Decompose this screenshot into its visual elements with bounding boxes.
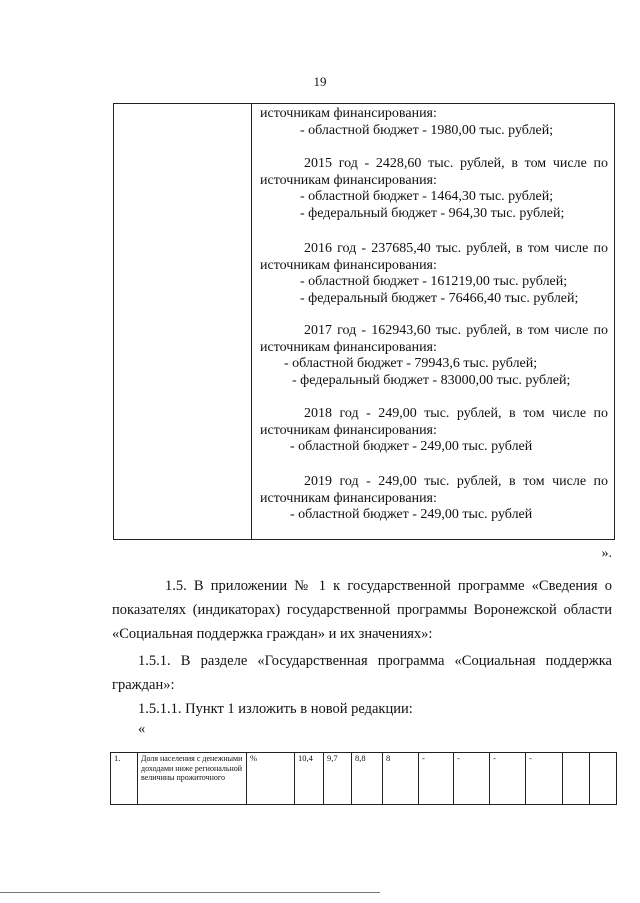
financing-table-content-cell	[252, 104, 614, 539]
year-regional-line: - областной бюджет - 161219,00 тыс. рублей;	[300, 274, 568, 289]
financing-year-2018	[260, 406, 608, 456]
closing-quote: ».	[601, 546, 612, 561]
financing-intro	[260, 106, 608, 139]
table-row	[111, 753, 617, 805]
indicator-name: Доля населения с денежными доходами ниже региональной величины прожиточного	[138, 753, 247, 805]
indicator-value: -	[419, 753, 454, 805]
year-heading: 2017 год - 162943,60 тыс. рублей, в том числе по	[304, 323, 608, 338]
page-number: 19	[313, 74, 327, 89]
year-federal-line: - федеральный бюджет - 83000,00 тыс. рублей;	[292, 372, 571, 388]
year-federal-line: - федеральный бюджет - 76466,40 тыс. рублей;	[300, 290, 579, 306]
year-sources-label: источникам финансирования:	[260, 172, 437, 188]
paragraph-1-5-1-1: 1.5.1.1. Пункт 1 изложить в новой редакции:	[138, 701, 413, 717]
year-regional-line: - областной бюджет - 249,00 тыс. рублей	[290, 439, 533, 454]
year-heading: 2016 год - 237685,40 тыс. рублей, в том числе по	[304, 241, 608, 256]
year-sources-label: источникам финансирования:	[260, 257, 437, 273]
year-sources-label: источникам финансирования:	[260, 339, 437, 355]
indicator-value: -	[454, 753, 490, 805]
bottom-divider	[0, 892, 380, 893]
financing-table-label-cell	[114, 104, 252, 539]
year-regional-line: - областной бюджет - 79943,6 тыс. рублей;	[284, 356, 538, 371]
paragraph-1-5-1-line-2: граждан»:	[112, 677, 175, 693]
paragraph-1-5-line-3: «Социальная поддержка граждан» и их значениях»:	[112, 626, 433, 642]
indicator-value	[590, 753, 617, 805]
indicator-value: -	[490, 753, 526, 805]
year-sources-label: источникам финансирования:	[260, 422, 437, 438]
year-federal-line: - федеральный бюджет - 964,30 тыс. рублей;	[300, 205, 565, 221]
intro-regional-line: - областной бюджет - 1980,00 тыс. рублей;	[300, 122, 554, 138]
financing-table	[113, 103, 615, 540]
year-regional-line: - областной бюджет - 1464,30 тыс. рублей;	[300, 189, 554, 204]
indicator-value: 8,8	[352, 753, 383, 805]
indicator-number: 1.	[111, 753, 138, 805]
year-heading: 2018 год - 249,00 тыс. рублей, в том числе по	[304, 406, 608, 421]
intro-sources-label: источникам финансирования:	[260, 106, 437, 121]
financing-year-2015	[260, 156, 608, 222]
indicator-unit: %	[247, 753, 295, 805]
indicator-value: 8	[383, 753, 419, 805]
paragraph-1-5-line-2: показателях (индикаторах) государственной программы Воронежской области	[112, 602, 612, 618]
indicator-table	[110, 752, 617, 805]
year-regional-line: - областной бюджет - 249,00 тыс. рублей	[290, 507, 533, 522]
financing-year-2017	[260, 323, 608, 389]
indicator-value	[563, 753, 590, 805]
year-sources-label: источникам финансирования:	[260, 490, 437, 506]
paragraph-1-5-line-1: 1.5. В приложении № 1 к государственной программе «Сведения о	[165, 578, 612, 594]
financing-year-2016	[260, 241, 608, 307]
indicator-value: 10,4	[295, 753, 324, 805]
paragraph-1-5-1-line-1: 1.5.1. В разделе «Государственная программа «Социальная поддержка	[138, 653, 612, 669]
opening-quote: «	[138, 721, 146, 737]
indicator-value: 9,7	[324, 753, 352, 805]
indicator-value: -	[526, 753, 563, 805]
year-heading: 2019 год - 249,00 тыс. рублей, в том числе по	[304, 474, 608, 489]
year-heading: 2015 год - 2428,60 тыс. рублей, в том числе по	[304, 156, 608, 171]
financing-year-2019	[260, 474, 608, 524]
